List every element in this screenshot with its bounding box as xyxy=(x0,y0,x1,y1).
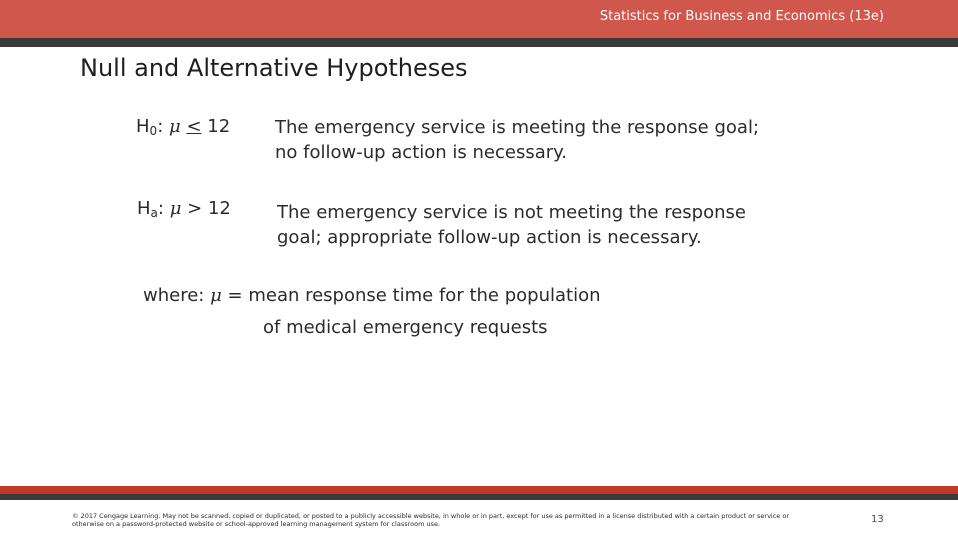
alternative-hypothesis-line-2: goal; appropriate follow-up action is necessary. xyxy=(277,227,702,248)
slide-title: Null and Alternative Hypotheses xyxy=(80,54,468,82)
null-hypothesis-symbol: H xyxy=(136,116,150,137)
null-hypothesis-operator: < xyxy=(186,116,202,137)
null-hypothesis-mu: μ xyxy=(169,116,181,137)
null-hypothesis-line-2: no follow-up action is necessary. xyxy=(275,142,567,163)
where-mu: μ xyxy=(210,285,222,306)
course-title: Statistics for Business and Economics (13e) xyxy=(599,9,884,24)
alternative-hypothesis-line-1: The emergency service is not meeting the response xyxy=(277,202,746,223)
footer-band xyxy=(0,486,958,494)
where-prefix: where: xyxy=(143,285,205,306)
null-hypothesis-description xyxy=(275,115,759,165)
where-definition-line-1 xyxy=(143,280,601,312)
alternative-hypothesis-subscript: a xyxy=(150,206,158,220)
alternative-hypothesis-mu: μ xyxy=(169,198,182,219)
alternative-hypothesis-description xyxy=(277,200,746,250)
header-divider xyxy=(0,38,958,47)
null-hypothesis-subscript: 0 xyxy=(149,124,158,138)
alternative-hypothesis-symbol: H xyxy=(137,198,151,219)
alternative-hypothesis-label xyxy=(137,198,231,220)
where-definition-text: = mean response time for the population xyxy=(227,285,601,306)
null-hypothesis-colon: : xyxy=(157,116,164,137)
copyright-notice: © 2017 Cengage Learning. May not be scanned, copied or duplicated, or posted to a publicly accessible website, in whole or in part, except for use as permitted in a license distributed with a certain product or service or otherwise on a password-protected website or school-approved learning management system for classroom use. xyxy=(72,512,790,528)
alternative-hypothesis-value: 12 xyxy=(207,198,231,219)
where-definition-line-2: of medical emergency requests xyxy=(263,317,548,338)
footer-divider xyxy=(0,494,958,500)
header-band xyxy=(0,0,958,38)
null-hypothesis-value: 12 xyxy=(207,116,231,137)
alternative-hypothesis-operator: > xyxy=(187,198,203,219)
null-hypothesis-label xyxy=(136,116,230,138)
null-hypothesis-line-1: The emergency service is meeting the response goal; xyxy=(275,117,760,138)
alternative-hypothesis-colon: : xyxy=(157,198,164,219)
page-number: 13 xyxy=(871,514,884,525)
